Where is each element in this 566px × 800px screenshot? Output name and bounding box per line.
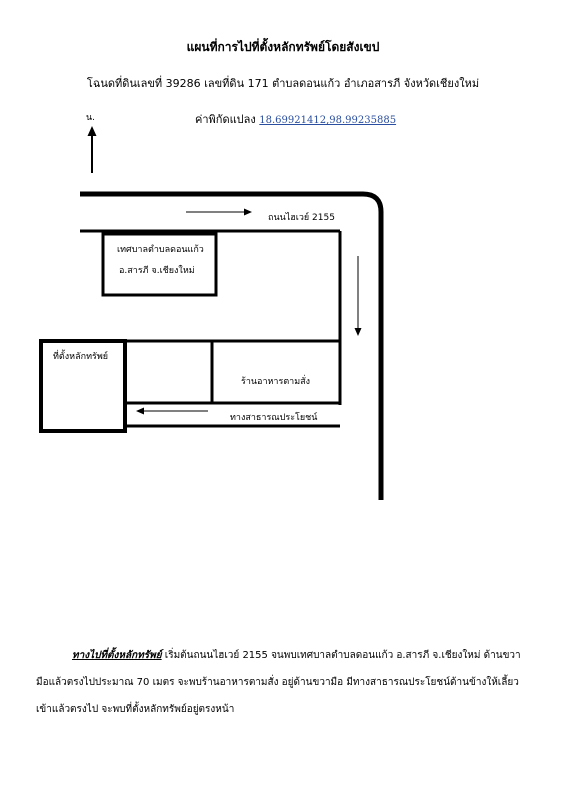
directions-heading: ทางไปที่ตั้งหลักทรัพย์ [72,650,162,661]
arrow-right-icon [186,209,252,216]
coordinate-link[interactable]: 18.69921412,98.99235885 [259,115,397,126]
restaurant-label: ร้านอาหารตามสั่ง [241,377,311,387]
lane-label: ทางสาธารณประโยชน์ [230,413,318,423]
directions-body: เริ่มต้นถนนไฮเวย์ 2155 จนพบเทศบาลตำบลดอนแก้ว อ.สารภี จ.เชียงใหม่ ด้านขวามือแล้วตรงไปประมาณ 70 เมตร จะพบร้านอาหารตามสั่ง อยู่ด้านขวามือ มีทางสาธารณประโยชน์ด้านข้างให้เลี้ยวเข้าแล้วตรงไป จะพบที่ตั้งหลักทรัพย์อยู่ตรงหน้า [36,650,521,715]
office-label-line2: อ.สารภี จ.เชียงใหม่ [119,266,195,276]
north-arrow-icon [88,126,97,173]
arrow-down-icon [355,256,362,336]
deed-subtitle: โฉนดที่ดินเลขที่ 39286 เลขที่ดิน 171 ตำบลดอนแก้ว อำเภอสารภี จังหวัดเชียงใหม่ [86,77,480,90]
page-title: แผนที่การไปที่ตั้งหลักทรัพย์โดยสังเขป [186,40,380,54]
road-label: ถนนไฮเวย์ 2155 [268,213,335,223]
north-label: น. [86,113,96,123]
arrow-left-icon [136,408,208,415]
property-label: ที่ตั้งหลักทรัพย์ [53,352,109,362]
coordinate-label: ค่าพิกัดแปลง [195,113,256,126]
directions-paragraph [36,642,528,723]
office-label-line1: เทศบาลตำบลดอนแก้ว [117,245,204,255]
